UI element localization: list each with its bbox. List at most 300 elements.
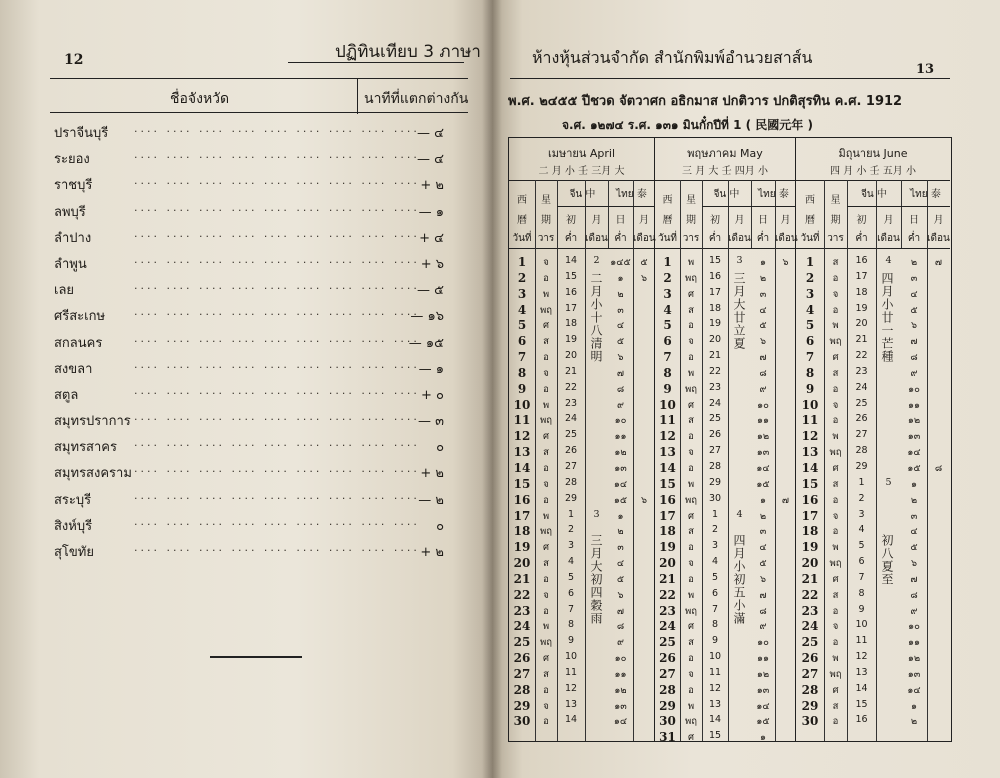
day-cell: ๒ (617, 288, 624, 300)
province-row (54, 249, 464, 275)
day-cell: อ (832, 605, 839, 617)
column-header: จีน 中 (569, 189, 596, 200)
day-row (509, 587, 654, 603)
day-cell: ๑๐ (614, 653, 627, 665)
day-cell: ๗ (910, 573, 918, 585)
day-cell: พฤ (539, 304, 552, 316)
day-row (655, 412, 795, 428)
day-cell: 20 (564, 350, 578, 362)
day-row (509, 333, 654, 349)
day-row (796, 254, 950, 270)
day-cell: 28 (513, 682, 531, 697)
day-cell: ๑๕ (756, 478, 770, 490)
day-cell: ๑ (759, 257, 767, 268)
day-cell: ๑ (759, 732, 767, 744)
province-name: สิงห์บุรี (54, 518, 93, 534)
day-cell: ๑๔ (613, 478, 628, 490)
day-cell: ๑๔ (756, 462, 770, 474)
day-cell: พ (832, 320, 839, 332)
day-cell: อ (543, 272, 549, 284)
column-header: จีน 中 (861, 189, 887, 200)
day-cell: 7 (567, 603, 575, 615)
day-row (509, 555, 654, 571)
day-row (796, 713, 950, 729)
day-cell: 26 (801, 651, 819, 666)
day-cell: 10 (564, 651, 578, 663)
day-cell: ๑๑ (907, 399, 921, 411)
chinese-solar-term-note: 三月大初四穀雨 (589, 534, 603, 625)
day-cell: 5 (663, 318, 672, 333)
chinese-month-number: 5 (885, 476, 892, 488)
day-cell: 10 (801, 397, 819, 412)
day-cell: อ (688, 462, 694, 474)
day-cell: ๑๐ (757, 399, 769, 411)
month-chinese-subtitle: 四 月 小 壬 五月 小 (830, 166, 916, 177)
column-header: ไทย 泰 (616, 189, 647, 200)
day-cell: 29 (659, 698, 676, 713)
day-cell: ๑๓ (614, 700, 627, 712)
day-cell: อ (832, 526, 839, 538)
day-cell: 16 (708, 270, 722, 282)
day-cell: 30 (801, 714, 819, 729)
column-header: 月 (780, 215, 791, 226)
day-cell: ศ (832, 573, 839, 585)
day-cell: 28 (801, 682, 819, 697)
day-cell: 8 (711, 619, 719, 631)
day-cell: 15 (564, 270, 578, 282)
column-header: 初 (856, 215, 867, 226)
day-cell: ศ (832, 684, 839, 696)
day-cell: จ (832, 621, 839, 633)
header-divider (357, 78, 358, 114)
day-cell: ๔ (759, 304, 767, 316)
day-row (655, 666, 795, 682)
leader-dots: .... .... .... .... .... .... .... .... .... (134, 514, 420, 528)
day-row (509, 381, 654, 397)
day-cell: 25 (513, 635, 531, 650)
day-cell: 7 (517, 350, 527, 365)
day-cell: 10 (513, 397, 531, 412)
day-cell: 3 (663, 286, 672, 301)
day-cell: อ (688, 653, 694, 665)
day-cell: ๑๓ (756, 447, 770, 459)
day-row (655, 397, 795, 413)
day-cell: 26 (708, 429, 722, 441)
era-line: จ.ศ. ๑๒๗๔ ร.ศ. ๑๓๑ มินกั๋กปีที่ 1 ( 民國元年 ) (562, 118, 813, 132)
chinese-solar-term-note: 初八夏至 (880, 534, 894, 586)
day-row (796, 698, 950, 714)
day-cell: ศ (832, 462, 839, 474)
day-cell: 5 (711, 571, 719, 583)
day-rows (796, 254, 950, 729)
day-cell: พฤ (684, 272, 697, 284)
column-header: เดือน (728, 233, 751, 244)
running-title-right: ห้างหุ้นส่วนจำกัด สำนักพิมพ์อำนวยสาส์น (532, 48, 813, 67)
day-cell: 26 (564, 445, 578, 457)
day-cell: ๑๒ (756, 668, 770, 680)
day-row (655, 634, 795, 650)
column-header: 西 (805, 195, 815, 206)
day-row (796, 571, 950, 587)
day-cell: 3 (858, 508, 865, 520)
day-cell: 17 (659, 508, 676, 523)
day-cell: อ (688, 320, 694, 332)
day-cell: ๒ (910, 494, 918, 506)
day-cell: 18 (801, 524, 819, 539)
day-cell: 14 (513, 460, 531, 475)
day-row (655, 460, 795, 476)
day-cell: ๕ (616, 573, 625, 585)
day-cell: 23 (708, 381, 722, 393)
day-row (655, 492, 795, 508)
day-cell: พฤ (684, 494, 697, 506)
day-cell: 6 (858, 556, 865, 568)
day-cell: ๑ (759, 494, 767, 506)
day-row (796, 412, 950, 428)
column-header: 月 (883, 215, 894, 226)
day-cell: ๖ (910, 320, 918, 332)
day-cell: 10 (659, 397, 676, 412)
day-cell: ส (543, 558, 549, 570)
day-cell: จ (688, 558, 694, 570)
day-cell: 20 (801, 556, 819, 571)
day-cell: อ (832, 383, 839, 395)
day-cell: 24 (513, 619, 531, 634)
day-cell: ๑ (910, 478, 918, 490)
day-cell: ๑๕ (907, 462, 921, 474)
leader-dots: .... .... .... .... .... .... .... .... .... (134, 174, 420, 188)
column-header: 期 (686, 215, 696, 226)
leader-dots: .... .... .... .... .... .... .... .... .... (134, 541, 420, 554)
day-cell: 3 (567, 540, 575, 552)
day-cell: 25 (564, 429, 578, 441)
day-cell: ส (688, 526, 694, 538)
province-row (54, 511, 464, 537)
day-row (655, 650, 795, 666)
day-cell: 25 (708, 413, 722, 425)
sub-header-rule (557, 206, 655, 207)
day-cell: ส (688, 304, 694, 316)
column-header: เดือน (775, 233, 798, 244)
day-cell: อ (543, 684, 549, 696)
province-name: ราชบุรี (54, 178, 93, 194)
day-cell: ๑๓ (907, 668, 921, 680)
day-cell: ๑ (910, 700, 918, 712)
day-cell: 1 (858, 476, 865, 488)
day-cell: ๘ (910, 352, 918, 364)
day-cell: จ (832, 288, 839, 300)
day-cell: 8 (567, 619, 575, 631)
column-header: 曆 (805, 215, 815, 226)
day-row (509, 270, 654, 286)
day-cell: 3 (517, 286, 527, 301)
day-cell: จ (688, 447, 694, 459)
day-row (796, 286, 950, 302)
day-cell: ๗ (759, 589, 767, 601)
column-header: 月 (933, 215, 944, 226)
day-cell: จ (543, 700, 549, 712)
column-header: ค่ำ (564, 233, 578, 244)
day-row (655, 381, 795, 397)
day-row (796, 444, 950, 460)
column-header: 日 (909, 215, 919, 226)
leader-dots: .... .... .... .... .... .... .... .... .... (134, 148, 420, 162)
day-cell: 25 (855, 397, 868, 409)
day-cell: พ (832, 653, 839, 665)
leader-dots: .... .... .... .... .... .... .... .... .... (134, 488, 420, 502)
day-cell: ๘ (616, 621, 625, 633)
day-cell: พฤ (539, 637, 552, 649)
day-cell: 29 (513, 698, 531, 713)
day-row (796, 539, 950, 555)
day-cell: 23 (801, 603, 819, 618)
minute-diff-value: + ๐ (421, 387, 444, 403)
column-header: วันที่ (512, 233, 532, 244)
day-cell: 4 (805, 302, 815, 317)
day-cell: อ (832, 637, 839, 649)
day-cell: 2 (805, 270, 815, 285)
column-header: 期 (541, 215, 551, 226)
column-header: วาร (827, 233, 844, 244)
day-row (796, 523, 950, 539)
day-cell: 14 (659, 460, 676, 475)
header-province: ชื่อจังหวัด (170, 91, 230, 107)
day-cell: ๑๓ (907, 431, 921, 443)
day-row (655, 682, 795, 698)
province-name: ลำพูน (54, 256, 87, 272)
day-cell: 23 (564, 397, 578, 409)
day-cell: 14 (708, 714, 722, 726)
day-cell: 1 (711, 508, 719, 520)
province-row (54, 223, 464, 249)
year-line: พ.ศ. ๒๔๕๕ ปีชวด จัตวาศก อธิกมาส ปกติวาร ปกติสุรทิน ค.ศ. 1912 (508, 94, 903, 109)
day-row (509, 713, 654, 729)
day-cell: จ (688, 668, 694, 680)
day-cell: 24 (659, 619, 676, 634)
day-row (655, 618, 795, 634)
day-cell: อ (832, 494, 839, 506)
day-cell: ๑๓ (756, 684, 770, 696)
day-cell: ๕ (759, 558, 767, 570)
column-header: 月 (639, 215, 649, 226)
day-cell: 23 (513, 603, 531, 618)
column-header: 初 (710, 215, 720, 226)
day-row (796, 634, 950, 650)
day-cell: อ (688, 352, 694, 364)
day-row (796, 603, 950, 619)
leader-dots: .... .... .... .... .... .... .... .... .... (134, 357, 420, 371)
day-cell: ๓ (759, 526, 767, 538)
day-cell: ศ (542, 431, 550, 443)
day-cell: 27 (659, 666, 676, 681)
day-cell: 12 (513, 429, 531, 444)
province-name: สมุทรสงคราม (54, 466, 132, 482)
province-name: สระบุรี (54, 492, 92, 508)
day-cell: 13 (564, 698, 578, 710)
day-row (655, 603, 795, 619)
leader-dots: .... .... .... .... .... .... .... .... .... (134, 410, 420, 424)
day-cell: อ (543, 494, 549, 506)
province-row (54, 144, 464, 170)
day-cell: 2 (663, 270, 672, 285)
day-cell: 12 (564, 682, 578, 694)
province-name: สมุทรสาคร (54, 440, 117, 456)
day-cell: 25 (801, 635, 819, 650)
day-cell: 2 (711, 524, 719, 536)
day-cell: ๙ (617, 399, 624, 411)
day-row (655, 349, 795, 365)
day-cell: พ (687, 478, 695, 490)
day-cell: 12 (855, 651, 868, 663)
calendar-table (508, 137, 952, 745)
day-cell: 20 (708, 334, 722, 346)
day-cell: 9 (567, 635, 575, 647)
day-cell: 11 (659, 413, 676, 428)
day-cell: 12 (708, 682, 722, 694)
day-cell: พ (542, 621, 550, 633)
month-block (655, 138, 798, 745)
province-row (54, 432, 464, 458)
day-cell: ๔ (910, 526, 918, 538)
minute-diff-value: — ๑๖ (410, 309, 444, 325)
day-cell: ๑๑ (907, 637, 921, 649)
day-cell: ๒ (910, 716, 918, 728)
day-cell: ๗ (616, 605, 625, 617)
minute-diff-value: + ๖ (420, 256, 444, 272)
day-row (509, 412, 654, 428)
day-row (655, 508, 795, 524)
day-cell: 23 (659, 603, 676, 618)
day-cell: พ (687, 700, 695, 712)
day-cell: 14 (564, 255, 578, 266)
chinese-month-number: 2 (593, 255, 600, 266)
day-cell: 4 (517, 302, 527, 317)
day-cell: ๙ (759, 383, 767, 395)
right-page (492, 0, 1000, 778)
day-row (509, 603, 654, 619)
chinese-solar-term-note: 三月大廿立夏 (732, 272, 746, 350)
day-cell: ๒ (910, 257, 918, 268)
day-cell: 2 (567, 524, 575, 536)
minute-diff-value: — ๒ (418, 492, 444, 508)
day-cell: 20 (659, 556, 676, 571)
day-row (796, 587, 950, 603)
day-cell: ๓ (910, 272, 918, 284)
column-header: 西 (662, 195, 673, 206)
sub-header-rule (702, 206, 796, 207)
day-cell: 11 (855, 635, 868, 647)
day-cell: ศ (687, 510, 695, 522)
day-cell: 4 (858, 524, 865, 536)
day-cell: 6 (517, 334, 527, 349)
day-cell: ๑๐ (614, 415, 627, 427)
day-cell: พฤ (829, 668, 842, 680)
day-cell: พ (542, 399, 550, 411)
title-rule (288, 62, 464, 63)
day-cell: อ (543, 716, 549, 728)
day-cell: 24 (855, 381, 868, 393)
day-cell: ๗ (759, 352, 767, 364)
province-row (54, 406, 464, 432)
day-cell: ๑๔ (756, 700, 770, 712)
day-cell: ๑๑ (756, 653, 770, 665)
column-header: 日 (615, 215, 626, 226)
day-cell: พ (687, 367, 695, 379)
leader-dots: .... .... .... .... .... .... .... .... .... (134, 226, 420, 240)
day-cell: 8 (663, 365, 672, 380)
minute-diff-value: — ๑ (418, 361, 444, 377)
month-title: เมษายน April (547, 147, 616, 160)
left-page (0, 0, 492, 778)
day-cell: ๙ (617, 637, 624, 649)
province-name: ระยอง (54, 152, 90, 168)
column-header: 曆 (662, 215, 673, 226)
day-cell: พฤ (684, 605, 697, 617)
day-cell: 14 (801, 460, 819, 475)
day-cell: 1 (517, 255, 527, 269)
day-cell: ๕ (910, 542, 918, 554)
day-row (655, 713, 795, 729)
day-cell: 7 (858, 571, 865, 583)
day-row (796, 349, 950, 365)
day-row (509, 571, 654, 587)
day-cell: อ (543, 573, 549, 585)
day-cell: ๓ (759, 288, 767, 300)
month-block (796, 138, 950, 741)
day-cell: 19 (564, 334, 578, 346)
province-row (54, 380, 464, 406)
day-cell: 24 (564, 413, 578, 425)
day-row (509, 317, 654, 333)
day-cell: ๑๔๕ (610, 257, 631, 268)
day-row (655, 444, 795, 460)
day-cell: 13 (659, 445, 676, 460)
column-header: 月 (591, 215, 602, 226)
day-cell: พ (832, 542, 839, 554)
day-cell: ศ (687, 732, 695, 744)
chinese-month-number: 3 (593, 508, 600, 520)
province-row (54, 458, 464, 484)
day-cell: 21 (855, 334, 868, 346)
day-cell: 18 (564, 318, 578, 330)
day-row (796, 381, 950, 397)
column-header: 星 (541, 195, 551, 206)
day-row (655, 698, 795, 714)
day-cell: 12 (659, 429, 676, 444)
day-row (509, 492, 654, 508)
day-cell: 6 (805, 334, 815, 349)
end-rule (210, 656, 302, 658)
day-row (796, 492, 950, 508)
day-cell: ๘ (616, 383, 625, 395)
day-row (796, 682, 950, 698)
day-cell: พฤ (829, 558, 842, 570)
day-cell: อ (832, 415, 839, 427)
day-cell: 3 (805, 286, 815, 301)
day-cell: ส (688, 637, 694, 649)
day-row (509, 508, 654, 524)
day-cell: ๖ (617, 352, 624, 364)
book-gutter (482, 0, 502, 778)
day-cell: ๑๒ (614, 684, 627, 696)
day-cell: 19 (855, 302, 868, 314)
minute-diff-value: — ๓ (417, 414, 444, 430)
day-cell: 11 (513, 413, 531, 428)
page-number-right: 13 (916, 62, 935, 77)
minute-diff-value: — ๔ (417, 126, 444, 141)
day-cell: ส (832, 478, 839, 490)
day-cell: 15 (801, 476, 819, 491)
